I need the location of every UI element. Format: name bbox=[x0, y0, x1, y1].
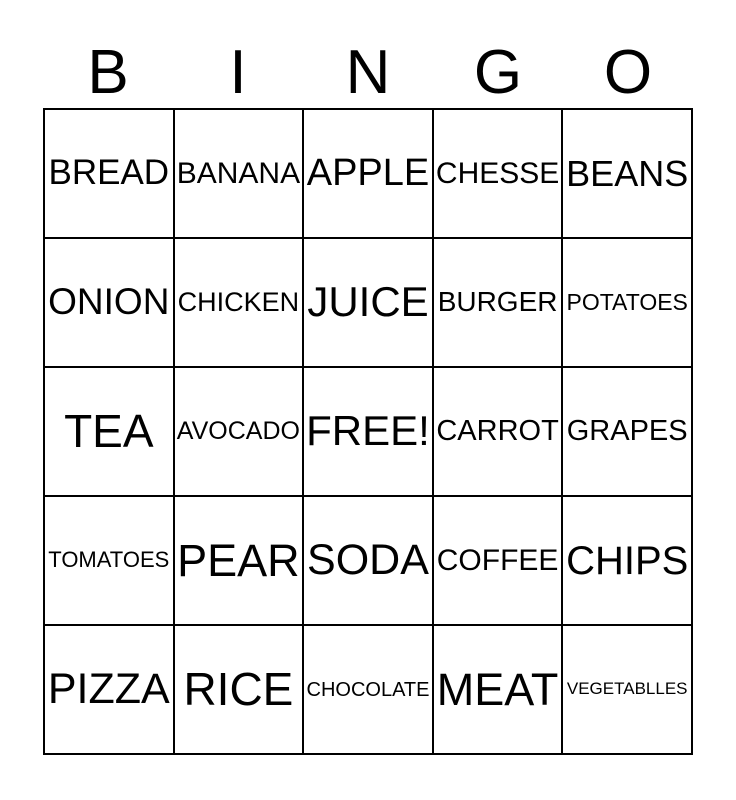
cell-label: GRAPES bbox=[566, 414, 688, 447]
bingo-cell[interactable] bbox=[433, 625, 563, 754]
cell-label: MEAT bbox=[436, 663, 559, 715]
cell-label: FREE! bbox=[306, 407, 430, 455]
cell-label: BURGER bbox=[437, 286, 558, 318]
bingo-cell[interactable] bbox=[562, 238, 692, 367]
cell-label: CHESSE bbox=[435, 157, 560, 190]
cell-label: CHIPS bbox=[566, 538, 689, 583]
bingo-cell[interactable] bbox=[562, 109, 692, 238]
header-letter-o: O bbox=[603, 38, 653, 107]
header-letter-i: I bbox=[229, 38, 247, 107]
bingo-cell[interactable] bbox=[174, 109, 304, 238]
bingo-cell[interactable] bbox=[44, 367, 174, 496]
header-letter-b: B bbox=[87, 38, 129, 107]
cell-label: BANANA bbox=[176, 157, 301, 190]
bingo-grid bbox=[43, 108, 693, 755]
bingo-cell[interactable] bbox=[303, 109, 433, 238]
bingo-cell[interactable] bbox=[562, 367, 692, 496]
cell-label: TOMATOES bbox=[48, 547, 170, 573]
free-space-cell[interactable] bbox=[303, 367, 433, 496]
bingo-cell[interactable] bbox=[44, 496, 174, 625]
cell-label: BREAD bbox=[48, 153, 170, 193]
cell-label: CHICKEN bbox=[177, 286, 300, 317]
bingo-cell[interactable] bbox=[174, 625, 304, 754]
cell-label: AVOCADO bbox=[176, 416, 300, 445]
bingo-cell[interactable] bbox=[303, 625, 433, 754]
bingo-cell[interactable] bbox=[174, 238, 304, 367]
cell-label: VEGETABLLES bbox=[566, 679, 688, 699]
cell-label: ONION bbox=[48, 281, 170, 323]
cell-label: RICE bbox=[183, 663, 294, 716]
bingo-cell[interactable] bbox=[433, 367, 563, 496]
cell-label: JUICE bbox=[307, 278, 429, 326]
bingo-cell[interactable] bbox=[44, 625, 174, 754]
bingo-cell[interactable] bbox=[303, 238, 433, 367]
bingo-header bbox=[43, 38, 693, 107]
bingo-cell[interactable] bbox=[433, 238, 563, 367]
cell-label: POTATOES bbox=[566, 288, 688, 315]
cell-label: CARROT bbox=[436, 414, 559, 447]
bingo-cell[interactable] bbox=[562, 496, 692, 625]
cell-label: CHOCOLATE bbox=[306, 678, 430, 701]
cell-label: BEANS bbox=[566, 152, 689, 194]
cell-label: SODA bbox=[307, 535, 429, 584]
cell-label: COFFEE bbox=[436, 544, 559, 577]
header-letter-g: G bbox=[473, 38, 523, 107]
cell-label: PEAR bbox=[177, 534, 300, 586]
bingo-cell[interactable] bbox=[174, 367, 304, 496]
bingo-cell[interactable] bbox=[44, 238, 174, 367]
bingo-cell[interactable] bbox=[562, 625, 692, 754]
bingo-cell[interactable] bbox=[303, 496, 433, 625]
header-letter-n: N bbox=[345, 38, 391, 107]
bingo-cell[interactable] bbox=[174, 496, 304, 625]
bingo-cell[interactable] bbox=[44, 109, 174, 238]
cell-label: PIZZA bbox=[47, 664, 170, 713]
cell-label: APPLE bbox=[306, 151, 430, 194]
cell-label: TEA bbox=[64, 405, 154, 458]
bingo-cell[interactable] bbox=[433, 496, 563, 625]
bingo-cell[interactable] bbox=[433, 109, 563, 238]
